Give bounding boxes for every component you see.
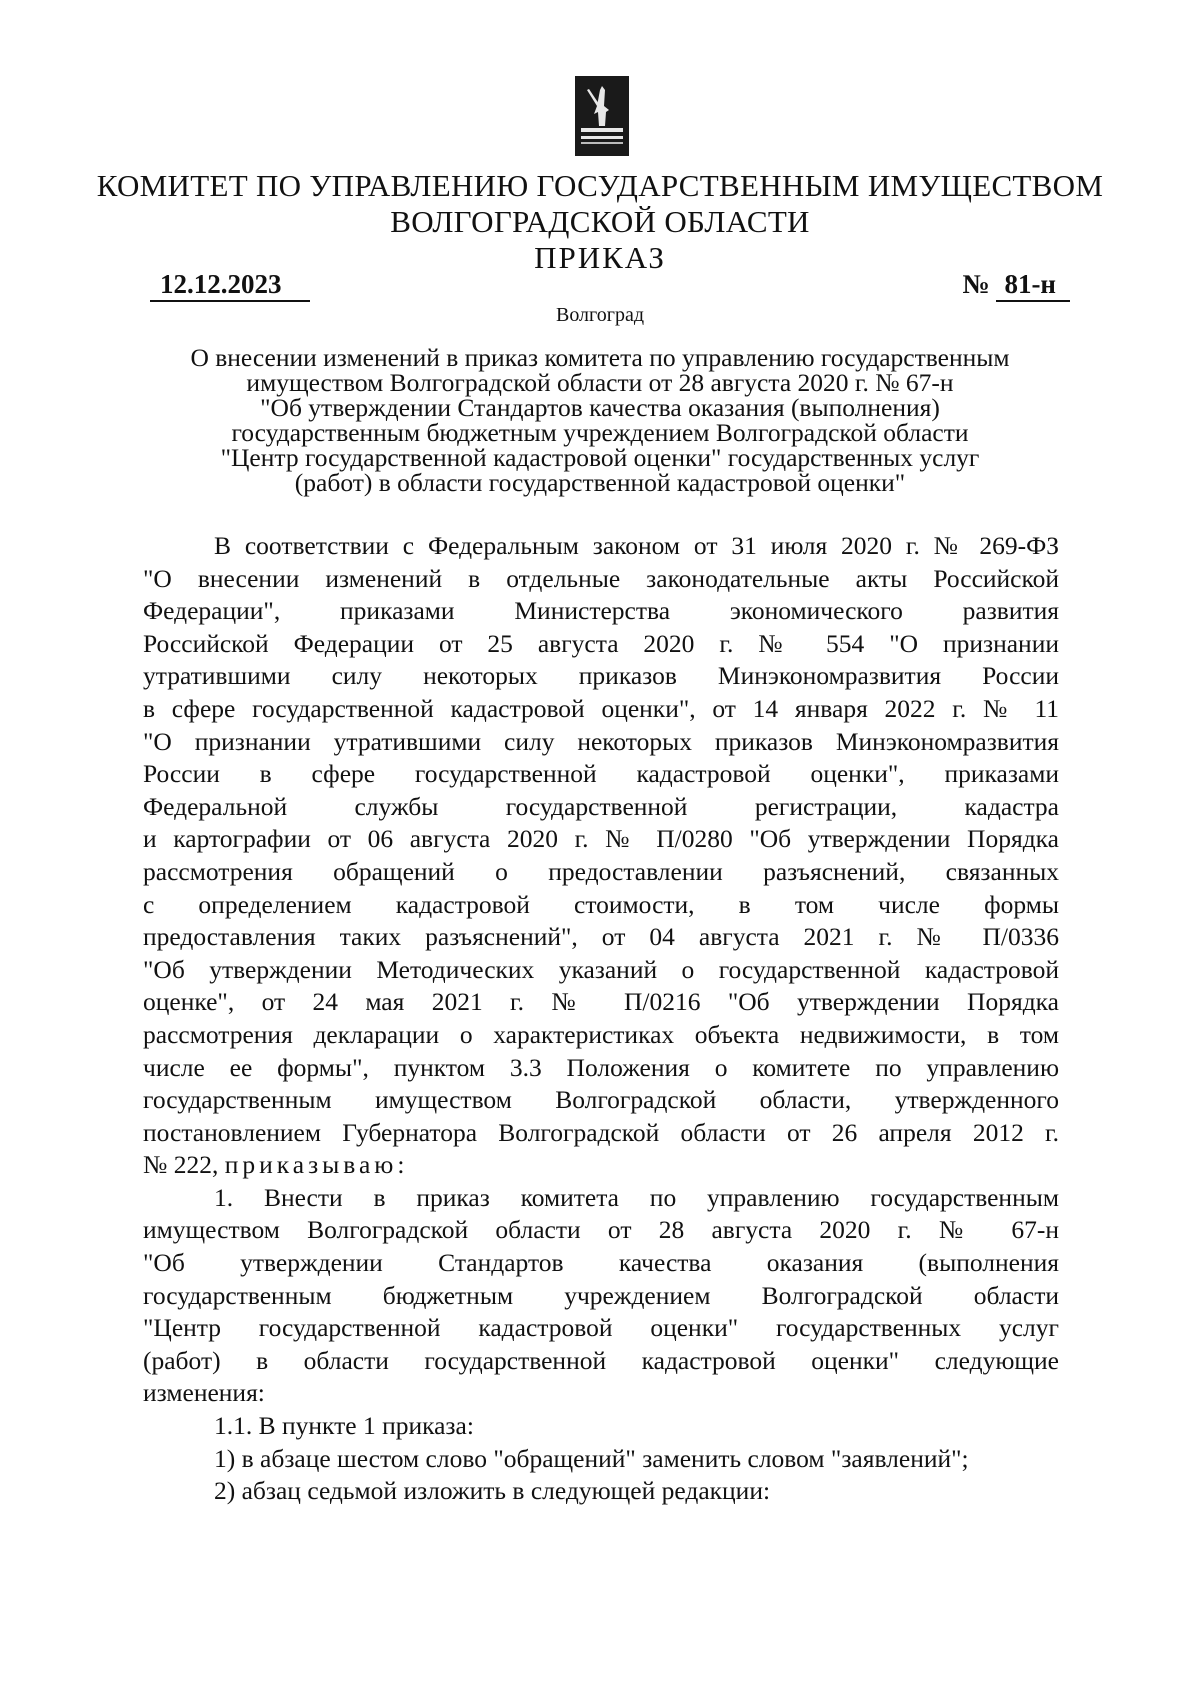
body-line: имуществом Волгоградской области от 28 августа 2020 г. № 67-н (143, 1215, 1059, 1245)
body-line: постановлением Губернатора Волгоградской области от 26 апреля 2012 г. (143, 1117, 1059, 1147)
body-line: и картографии от 06 августа 2020 г. № П/0280 "Об утверждении Порядка (143, 824, 1059, 854)
body-line: Федеральной службы государственной регистрации, кадастра (143, 791, 1059, 821)
body-line-decree (143, 1149, 1059, 1182)
body-line: с определением кадастровой стоимости, в том числе формы (143, 889, 1059, 919)
body-line: числе ее формы", пунктом 3.3 Положения о комитете по управлению (143, 1052, 1059, 1082)
document-date: 12.12.2023 (150, 268, 310, 302)
volgograd-coat-of-arms-emblem (575, 76, 629, 156)
body-line: "Об утверждении Методических указаний о государственной кадастровой (143, 954, 1059, 984)
subject-line: О внесении изменений в приказ комитета по управлению государственным (190, 343, 1010, 372)
body-line: 1. Внести в приказ комитета по управлению государственным (214, 1182, 1059, 1212)
body-line: рассмотрения обращений о предоставлении разъяснений, связанных (143, 856, 1059, 886)
org-name-line-1: КОМИТЕТ ПО УПРАВЛЕНИЮ ГОСУДАРСТВЕННЫМ ИМУЩЕСТВОМ (96, 168, 1104, 203)
body-line: рассмотрения декларации о характеристиках объекта недвижимости, в том (143, 1019, 1059, 1049)
subject-line: государственным бюджетным учреждением Волгоградской области (231, 418, 969, 447)
body-line: "О признании утратившими силу некоторых приказов Минэкономразвития (143, 726, 1059, 756)
body-line: государственным имуществом Волгоградской области, утвержденного (143, 1085, 1059, 1115)
document-subject (140, 345, 1060, 495)
body-line: 2) абзац седьмой изложить в следующей редакции: (214, 1476, 771, 1506)
decree-prefix: № 222, (143, 1150, 225, 1180)
body-line: государственным бюджетным учреждением Волгоградской области (143, 1280, 1059, 1310)
number-value: 81-н (996, 268, 1070, 302)
body-line: Российской Федерации от 25 августа 2020 г. № 554 "О признании (143, 628, 1059, 658)
body-line: России в сфере государственной кадастровой оценки", приказами (143, 759, 1059, 789)
body-line: оценке", от 24 мая 2021 г. № П/0216 "Об утверждении Порядка (143, 987, 1059, 1017)
coat-of-arms-icon (575, 76, 629, 156)
decree-word: приказываю: (224, 1150, 409, 1180)
subject-line: "Об утверждении Стандартов качества оказания (выполнения) (260, 393, 940, 422)
body-line: предоставления таких разъяснений", от 04 августа 2021 г. № П/0336 (143, 922, 1059, 952)
city-name: Волгоград (555, 304, 645, 326)
document-number (963, 268, 1070, 302)
body-line: "Центр государственной кадастровой оценки" государственных услуг (143, 1313, 1059, 1343)
body-line: (работ) в области государственной кадастровой оценки" следующие (143, 1345, 1059, 1375)
body-line: "Об утверждении Стандартов качества оказания (выполнения (143, 1248, 1059, 1278)
document-body (143, 530, 1059, 1508)
subject-line: (работ) в области государственной кадастровой оценки" (294, 468, 906, 497)
date-number-line (150, 268, 1070, 302)
document-type: ПРИКАЗ (534, 240, 666, 275)
subject-line: "Центр государственной кадастровой оценки" государственных услуг (220, 443, 980, 472)
body-line: 1.1. В пункте 1 приказа: (214, 1411, 474, 1441)
body-line: 1) в абзаце шестом слово "обращений" заменить словом "заявлений"; (214, 1443, 969, 1473)
body-line: В соответствии с Федеральным законом от 31 июля 2020 г. № 269-ФЗ (214, 531, 1059, 560)
body-line: "О внесении изменений в отдельные законодательные акты Российской (143, 563, 1059, 593)
subject-line: имуществом Волгоградской области от 28 августа 2020 г. № 67-н (246, 368, 954, 397)
body-line: Федерации", приказами Министерства экономического развития (143, 596, 1059, 626)
org-name-line-2: ВОЛГОГРАДСКОЙ ОБЛАСТИ (390, 204, 810, 239)
document-header (0, 168, 1200, 276)
number-sign: № (962, 269, 990, 299)
body-line: утратившими силу некоторых приказов Минэкономразвития России (143, 661, 1059, 691)
body-line: в сфере государственной кадастровой оценки", от 14 января 2022 г. № 11 (143, 693, 1059, 723)
body-line: изменения: (143, 1378, 265, 1408)
